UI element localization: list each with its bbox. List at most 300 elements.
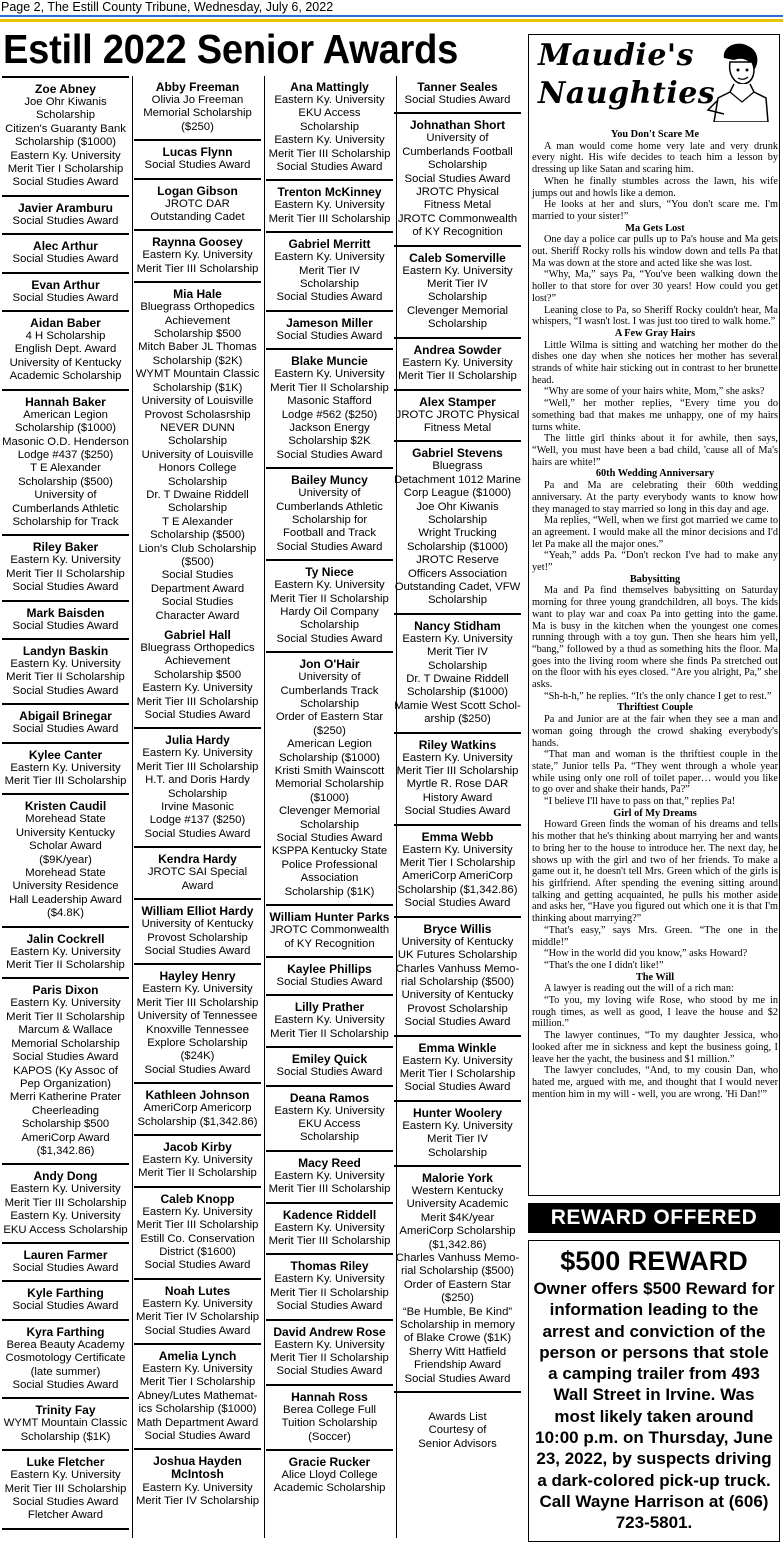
student-name: Jon O'Hair: [299, 657, 360, 672]
award-line: Provost Scholasrship: [144, 408, 251, 421]
award-line: KAPOS (Ky Assoc of: [13, 1064, 118, 1077]
story-title: Girl of My Dreams: [613, 807, 697, 819]
award-line: Scholarship ($2K): [152, 354, 243, 367]
award-line: Scholarship: [167, 502, 228, 515]
award-line: Merit Tier I Scholarship: [7, 163, 124, 176]
award-entry: [2, 76, 129, 197]
award-line: Detachment 1012 Marine: [394, 473, 521, 486]
student-name: Mia Hale: [173, 287, 222, 302]
award-line: Berea College Full: [283, 1403, 376, 1416]
student-name: Emiley Quick: [291, 1052, 368, 1067]
award-entry: [266, 76, 393, 181]
award-line: University Residence: [12, 880, 119, 893]
award-line: Eastern Ky. University: [274, 199, 385, 212]
student-name: Landyn Baskin: [22, 643, 109, 658]
award-line: Scholarship: [299, 120, 360, 133]
story-title: You Don't Scare Me: [610, 129, 700, 140]
award-line: Order of Eastern Star: [275, 711, 384, 724]
award-line: JROTC Commonwealth: [397, 212, 518, 225]
student-name: Kaylee Phillips: [287, 961, 372, 976]
student-name: Malorie York: [422, 1170, 493, 1185]
award-line: McIntosh: [171, 1467, 224, 1482]
award-line: Myrtle R. Rose DAR: [406, 778, 509, 791]
award-line: Kristi Smith Wainscott: [274, 765, 385, 778]
award-line: Scholarship $500: [153, 668, 242, 681]
award-line: Scholarship: [427, 318, 488, 331]
award-line: Social Studies Award: [12, 253, 119, 266]
award-line: Bluegrass Orthopedics: [140, 642, 255, 654]
award-line: Scholarship ($1K): [284, 885, 375, 898]
student-name: Andy Dong: [33, 1169, 98, 1184]
award-line: of Blake Crowe ($1K): [403, 1332, 512, 1345]
award-line: Eastern Ky. University: [10, 945, 121, 958]
award-line: Eastern Ky. University: [142, 249, 253, 262]
award-line: Social Studies Award: [144, 1430, 251, 1443]
award-entry: [2, 1321, 129, 1400]
awards-column-4: [394, 76, 521, 1538]
story-paragraph: “To you, my loving wife Rose, who stood by me in rough times, as well as good, I leave the house and $2 million.”: [532, 995, 778, 1030]
award-line: Academic Scholarship: [9, 370, 122, 383]
student-name: Gabriel Hall: [164, 628, 231, 642]
story-paragraph: He looks at her and slurs, “You don't scare me. I'm married to your sister!”: [532, 199, 778, 222]
award-line: Eastern Ky. University: [402, 632, 513, 645]
award-line: Olivia Jo Freeman: [151, 94, 244, 106]
award-line: Eastern Ky. University: [402, 751, 513, 764]
award-entry: [2, 312, 129, 391]
award-entry: [266, 1321, 393, 1386]
story-paragraph: Little Wilma is sitting and watching her mother do the dishes one day when she notices her mother has several strands of white hair sticking out in contrast to her brunette head.: [532, 339, 778, 386]
column-divider: [132, 76, 133, 1538]
award-entry: [394, 615, 521, 734]
award-line: Merit Tier III Scholarship: [268, 1183, 391, 1196]
award-line: Social Studies Award: [404, 1081, 511, 1094]
award-entry: [134, 231, 261, 283]
award-line: Scholarship: [427, 659, 488, 672]
award-entry: [134, 1450, 261, 1513]
award-entry: [2, 235, 129, 273]
award-line: Social Studies Award: [276, 1300, 383, 1313]
student-name: Aidan Baber: [30, 316, 101, 331]
award-entry: [266, 561, 393, 653]
student-name: Kristen Caudil: [24, 799, 107, 814]
award-entry: [2, 795, 129, 927]
award-entry: [2, 705, 129, 743]
award-line: (late summer): [30, 1365, 101, 1378]
award-line: EKU Access Scholarship: [3, 1223, 128, 1236]
award-line: Eastern Ky. University: [10, 1210, 121, 1223]
page-header-bar: [0, 0, 783, 22]
award-line: Eastern Ky. University: [10, 761, 121, 774]
award-line: Scholarship: [427, 594, 488, 607]
story-paragraph: A man would come home very late and very drunk every night. His wife decides to teach him a lesson by dressing up like Satan and scaring him.: [532, 140, 778, 176]
award-line: Eastern Ky. University: [274, 1273, 385, 1286]
student-name: Riley Watkins: [418, 737, 497, 752]
award-line: Social Studies Award: [144, 159, 251, 172]
award-entry: [266, 958, 393, 996]
award-line: Merit Tier III Scholarship: [136, 262, 259, 275]
award-entry: [394, 114, 521, 246]
award-line: WYMT Mountain Classic: [135, 368, 260, 381]
reward-ad: [528, 1240, 780, 1542]
award-line: Social Studies Award: [404, 172, 511, 185]
story-paragraph: “Why, Ma,” says Pa, “You've been walking down the holler to that store for over 30 years! How could you get lost?”: [532, 269, 778, 304]
award-entry: [134, 900, 261, 965]
award-line: AmeriCorp AmeriCorp: [402, 870, 513, 883]
story-paragraph: “I believe I'll have to pass on that,” replies Pa!: [544, 796, 736, 808]
award-entry: [394, 339, 521, 391]
award-line: Scholarship: [299, 818, 360, 831]
award-line: Mitch Baber JL Thomas: [138, 341, 257, 354]
award-line: Cumberlands Athletic: [276, 500, 383, 513]
award-line: Eastern Ky. University: [10, 997, 121, 1010]
student-name: Trinity Fay: [35, 1403, 96, 1418]
award-line: Outstanding Cadet: [150, 211, 245, 224]
award-line: Police Professional: [281, 858, 378, 871]
award-line: Scholarship ($1000): [406, 686, 509, 699]
student-name: David Andrew Rose: [273, 1324, 386, 1339]
award-line: Eastern Ky. University: [142, 747, 253, 760]
award-line: Western Kentucky: [411, 1184, 504, 1197]
award-line: Merit Tier IV Scholarship: [135, 1495, 260, 1508]
award-line: ($250): [441, 1292, 474, 1305]
student-name: Logan Gibson: [157, 183, 238, 198]
award-line: Social Studies Award: [144, 709, 251, 722]
award-line: Charles Vanhuss Memo-: [395, 1252, 520, 1264]
award-line: JROTC SAI Special: [147, 866, 248, 879]
student-name: Joshua Hayden: [153, 1454, 242, 1469]
award-entry: [134, 180, 261, 232]
award-line: Merit Tier III Scholarship: [4, 1482, 127, 1495]
award-line: Merit Tier II Scholarship: [398, 370, 517, 383]
maudies-naughties-box: [528, 34, 780, 1196]
award-line: Eastern Ky. University: [10, 554, 121, 567]
award-line: Merit Tier III Scholarship: [136, 760, 259, 773]
award-line: Scholarship ($1K): [152, 381, 243, 394]
award-line: Social Studies Award: [276, 161, 383, 174]
award-line: Scholarship: [35, 109, 96, 122]
reward-amount: $500 REWARD: [560, 1246, 748, 1276]
award-line: Mamie West Scott Schol-: [394, 699, 521, 712]
award-line: Eastern Ky. University: [402, 843, 513, 856]
award-line: JROTC Reserve: [416, 554, 499, 567]
award-line: Department Award: [150, 582, 245, 595]
award-line: Scholarship ($1000): [278, 751, 381, 764]
award-line: Social Studies Award: [404, 897, 511, 910]
award-line: University Academic: [406, 1198, 509, 1211]
award-entry: [266, 233, 393, 312]
award-line: Courtesy of: [428, 1424, 487, 1437]
award-line: University of: [298, 487, 361, 500]
award-entry: [2, 274, 129, 312]
award-line: Award: [181, 879, 214, 892]
award-entry: [2, 928, 129, 980]
award-line: Fitness Metal: [423, 421, 492, 434]
student-name: Javier Aramburu: [18, 200, 113, 215]
award-line: District ($1600): [159, 1246, 236, 1258]
award-line: Eastern Ky. University: [402, 356, 513, 369]
page-header: Page 2, The Estill County Tribune, Wednesday, July 6, 2022: [0, 0, 783, 17]
award-entry: [266, 1048, 393, 1086]
award-line: Merit Tier II Scholarship: [270, 592, 389, 605]
award-line: Cheerleading: [31, 1104, 100, 1117]
award-line: Merit Tier III Scholarship: [268, 1234, 391, 1247]
award-line: Merit Tier II Scholarship: [270, 1027, 389, 1040]
award-line: Eastern Ky. University: [142, 1205, 253, 1218]
award-line: Bluegrass Orthopedics: [140, 301, 255, 314]
award-line: Officers Association: [408, 567, 507, 580]
award-line: ics Scholarship ($1000): [138, 1403, 257, 1416]
award-line: WYMT Mountain Classic: [3, 1417, 128, 1430]
award-entry: [134, 965, 261, 1084]
award-line: Joe Ohr Kiwanis: [416, 500, 499, 513]
award-line: Scholarship: [167, 787, 228, 800]
award-line: Social Studies Award: [276, 448, 383, 461]
student-name: Caleb Somerville: [409, 250, 506, 265]
award-line: Eastern Ky. University: [274, 1104, 385, 1117]
award-line: Social Studies: [161, 596, 234, 609]
award-line: Merit Tier II Scholarship: [270, 1286, 389, 1299]
student-name: Gabriel Merritt: [288, 237, 371, 252]
student-name: Kylee Canter: [28, 747, 103, 762]
awards-column-3: [266, 76, 393, 1538]
award-entry: [2, 1244, 129, 1282]
award-entry: [134, 628, 261, 729]
award-line: ($250): [181, 120, 214, 133]
award-line: Social Studies Award: [276, 975, 383, 988]
award-line: Eastern Ky. University: [274, 1338, 385, 1351]
award-line: EKU Access: [298, 1117, 361, 1130]
student-name: Alex Stamper: [419, 394, 496, 409]
award-line: AmeriCorp Award: [21, 1131, 110, 1144]
story-paragraph: Pa and Ma are celebrating their 60th wedding anniversary. At the party everybody wants to know how they managed to stay married so long in this day and age.: [532, 480, 778, 515]
award-line: Eastern Ky. University: [274, 94, 385, 106]
award-line: Social Studies Award: [276, 540, 383, 553]
award-line: Social Studies Award: [276, 1066, 383, 1079]
award-line: Senior Advisors: [418, 1437, 497, 1450]
award-line: Dr. T Dwaine Riddell: [406, 673, 509, 685]
award-line: Scholarship: [427, 1146, 488, 1159]
award-line: Eastern Ky. University: [274, 1221, 385, 1234]
award-line: Eastern Ky. University: [142, 983, 253, 996]
award-line: Scholarship: [299, 698, 360, 710]
award-line: Order of Eastern Star: [403, 1278, 512, 1291]
award-entry: [2, 391, 129, 537]
student-name: Blake Muncie: [291, 354, 368, 369]
award-line: Merit Tier II Scholarship: [270, 1352, 389, 1364]
award-line: Sherry Witt Hatfield: [408, 1345, 507, 1358]
award-line: Eastern Ky. University: [274, 368, 385, 381]
award-line: Social Studies Award: [12, 684, 119, 697]
award-entry: [394, 918, 521, 1037]
award-line: “Be Humble, Be Kind”: [402, 1305, 513, 1318]
award-line: ($9K/year): [39, 853, 92, 866]
award-entry: [2, 536, 129, 601]
award-line: Dr. T Dwaine Riddell: [146, 488, 249, 501]
award-line: Irvine Masonic: [161, 801, 234, 814]
award-entry: [266, 1087, 393, 1152]
award-line: Merit Tier IV: [427, 278, 488, 291]
award-line: Scholarship: [299, 1131, 360, 1144]
award-line: Merit Tier II Scholarship: [6, 567, 125, 580]
column-divider: [264, 76, 265, 1538]
award-line: Social Studies Award: [12, 581, 119, 594]
award-entry: [266, 350, 393, 469]
story-paragraph: Leaning close to Pa, so Sheriff Rocky couldn't hear, Ma whispers, “I wasn't lost. I was just too tired to walk home.”: [532, 304, 778, 328]
award-line: Honors College: [158, 462, 237, 475]
award-entry: [134, 76, 261, 141]
student-name: Kadence Riddell: [282, 1207, 377, 1222]
award-line: University of Louisville: [141, 448, 254, 461]
award-line: Lion's Club Scholarship: [138, 542, 257, 555]
award-line: Memorial Scholarship: [11, 1037, 120, 1050]
award-line: Marcum & Wallace: [18, 1024, 113, 1037]
award-line: Social Studies Award: [144, 1063, 251, 1076]
student-name: Hayley Henry: [159, 969, 236, 984]
student-name: Lilly Prather: [294, 1000, 365, 1015]
story-paragraph: “How in the world did you know,” asks Howard?: [544, 948, 748, 960]
award-line: Scholarship ($1,342.86): [397, 883, 518, 896]
award-line: Eastern Ky. University: [10, 1469, 121, 1482]
award-line: Merit Tier I Scholarship: [139, 1376, 256, 1389]
awards-credit: [394, 1393, 521, 1456]
student-name: Julia Hardy: [165, 733, 230, 748]
award-line: Memorial Scholarship: [143, 107, 252, 120]
award-line: Eastern Ky. University: [10, 657, 121, 670]
award-entry: [2, 602, 129, 640]
award-line: Friendship Award: [413, 1359, 502, 1372]
award-line: Eastern Ky. University: [142, 1481, 253, 1494]
award-line: Merit Tier III Scholarship: [268, 212, 391, 225]
award-line: Merit Tier IV: [427, 646, 488, 659]
reward-body: Owner offers $500 Reward for information leading to the arrest and conviction of the person or persons that stole a camping trailer from 493 Wall Street in Irvine. Was most likely taken around 10:00 p.m. on Thursday, June 23, 2022, by suspects driving a dark-colored pick-up truck. Call Wayne Harrison at (606) 723-5801.: [533, 1279, 775, 1533]
award-line: Social Studies Award: [12, 723, 119, 736]
award-line: Fletcher Award: [27, 1509, 104, 1522]
award-line: Cosmotology Certificate: [5, 1352, 126, 1365]
award-line: JROTC DAR: [165, 197, 230, 210]
award-line: Social Studies Award: [12, 1379, 119, 1391]
story-paragraph: Pa and Junior are at the fair when they see a man and woman going through the crowd shaking everybody's hands.: [532, 714, 778, 749]
award-entry: [2, 1165, 129, 1244]
award-entry: [134, 729, 261, 848]
award-line: Eastern Ky. University: [402, 1119, 513, 1132]
award-line: University of: [426, 132, 489, 145]
award-entry: [134, 141, 261, 179]
award-line: (Soccer): [308, 1430, 351, 1443]
story-paragraph: Ma replies, “Well, when we first got married we came to an agreement. I would make all the minor decisions and I'd let Pa make all the major ones.”: [532, 515, 778, 550]
award-line: Social Studies: [161, 569, 234, 582]
award-line: Merit Tier II Scholarship: [138, 1167, 257, 1180]
award-line: Merit Tier III Scholarship: [268, 147, 391, 160]
student-name: Emma Winkle: [418, 1040, 497, 1055]
award-line: American Legion: [287, 738, 372, 751]
award-line: Eastern Ky. University: [402, 1054, 513, 1067]
student-name: Hannah Ross: [291, 1389, 368, 1404]
award-line: ($1000): [310, 791, 349, 804]
award-line: rial Scholarship ($500): [400, 975, 515, 988]
award-line: Alice Lloyd College: [281, 1469, 378, 1482]
student-name: Caleb Knopp: [160, 1191, 235, 1206]
award-line: ($24K): [180, 1050, 215, 1063]
awards-column-1: [2, 76, 129, 1538]
award-line: Bluegrass: [432, 460, 483, 473]
award-line: Merit Tier III Scholarship: [4, 775, 127, 787]
award-line: EKU Access: [298, 107, 361, 120]
award-line: Joe Ohr Kiwanis: [24, 96, 107, 108]
award-line: Scholarship $500: [21, 1118, 110, 1131]
award-line: Social Studies Award: [144, 1324, 251, 1337]
award-line: Fitness Metal: [423, 199, 492, 212]
award-line: NEVER DUNN: [160, 421, 235, 434]
award-line: Clevenger Memorial: [278, 805, 381, 818]
award-entry: [394, 1037, 521, 1102]
award-entry: [394, 247, 521, 339]
award-entry: [266, 1386, 393, 1451]
award-line: Knoxville Tennessee: [146, 1023, 249, 1036]
award-entry: [2, 197, 129, 235]
student-name: Jacob Kirby: [163, 1139, 232, 1154]
award-line: University of Louisville: [141, 395, 254, 408]
award-line: Cumberlands Track: [280, 684, 379, 697]
award-line: Merit Tier II Scholarship: [6, 1010, 125, 1023]
student-name: William Elliot Hardy: [141, 904, 254, 919]
award-line: University of: [298, 671, 361, 684]
award-entry: [134, 1345, 261, 1450]
award-line: Association: [300, 872, 359, 885]
award-line: Social Studies Award: [404, 805, 511, 818]
award-line: Masonic O.D. Henderson: [2, 435, 129, 448]
award-line: Social Studies Award: [404, 1016, 511, 1029]
award-line: Social Studies Award: [276, 291, 383, 304]
award-line: Hardy Oil Company: [280, 605, 379, 618]
award-line: T E Alexander: [30, 462, 101, 475]
award-line: Scholarship $2K: [288, 435, 371, 448]
award-line: Scholarship: [167, 475, 228, 488]
award-line: Cumberlands Football: [402, 145, 513, 158]
award-line: Provost Scholarship: [407, 1002, 508, 1015]
award-entry: [266, 181, 393, 233]
student-name: Thomas Riley: [290, 1259, 369, 1274]
award-line: Scholarship ($1000): [406, 540, 509, 553]
award-entry: [2, 979, 129, 1165]
story-title: Babysitting: [629, 573, 681, 585]
award-line: University of Tennessee: [137, 1010, 258, 1023]
award-line: Social Studies Award: [12, 1300, 119, 1313]
award-line: Character Award: [155, 609, 240, 622]
student-name: Noah Lutes: [164, 1283, 231, 1298]
award-line: Explore Scholarship: [147, 1036, 248, 1049]
award-line: Merit Tier IV: [427, 1133, 488, 1146]
award-line: Scholarship ($500): [150, 529, 245, 542]
award-line: Outstanding Cadet, VFW: [394, 580, 521, 593]
story-paragraph: “Why are some of your hairs white, Mom,” she asks?: [544, 386, 765, 398]
award-line: Estill Co. Conservation: [140, 1232, 255, 1245]
award-line: University of: [34, 489, 97, 502]
award-line: Achievement: [164, 314, 231, 327]
student-name: Kyle Farthing: [27, 1286, 104, 1301]
award-entry: [266, 1152, 393, 1204]
student-name: Zoe Abney: [35, 82, 96, 96]
award-line: JROTC JROTC Physical: [395, 408, 520, 421]
award-line: University of Kentucky: [9, 356, 122, 369]
award-line: Lodge #562 ($250): [281, 408, 378, 421]
maudie-title-line1: Maudie's: [538, 38, 694, 73]
award-line: Scholarship ($1000): [14, 422, 117, 435]
award-entry: [134, 1136, 261, 1188]
award-line: ($4.8K): [46, 907, 85, 920]
story-paragraph: “That man and woman is the thriftiest couple in the state,” Junior tells Pa. “They went through a whole year while using only one roll of toilet paper… would you like to go over and shake their hands, Pa?”: [532, 749, 778, 796]
award-line: Hall Leadership Award: [9, 893, 122, 906]
award-entry: [266, 996, 393, 1048]
